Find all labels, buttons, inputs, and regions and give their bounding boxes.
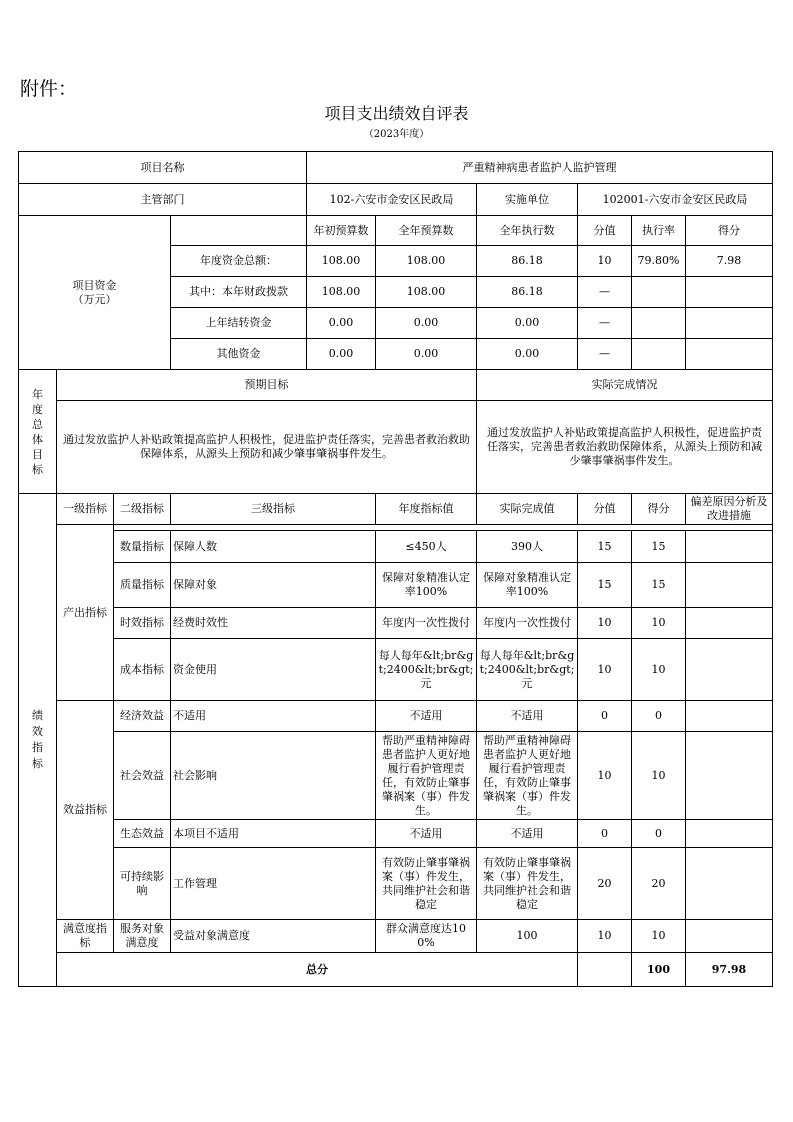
header-score: 得分 <box>632 494 686 525</box>
header-level3: 三级指标 <box>171 494 376 525</box>
unit-label: 实施单位 <box>477 184 578 216</box>
funds-row-score: 7.98 <box>686 246 773 277</box>
indicator-reason <box>686 608 773 639</box>
indicator-level2: 可持续影响 <box>114 848 171 920</box>
project-name-label: 项目名称 <box>19 152 307 184</box>
indicator-level3: 社会影响 <box>171 732 376 820</box>
dept-label: 主管部门 <box>19 184 307 216</box>
unit-value: 102001-六安市金安区民政局 <box>578 184 773 216</box>
indicator-level2: 社会效益 <box>114 732 171 820</box>
indicator-target: ≤450人 <box>376 531 477 563</box>
indicator-reason <box>686 531 773 563</box>
funds-header-exec: 全年执行数 <box>477 216 578 246</box>
expected-goal-label: 预期目标 <box>57 370 477 401</box>
indicator-level3: 工作管理 <box>171 848 376 920</box>
indicator-reason <box>686 848 773 920</box>
goals-label-text: 年度总体目标 <box>32 387 43 476</box>
funds-row-name: 上年结转资金 <box>171 308 307 339</box>
indicator-score: 0 <box>632 820 686 848</box>
indicator-reason <box>686 563 773 608</box>
indicator-row <box>19 732 773 820</box>
funds-row-exec: 0.00 <box>477 339 578 370</box>
funds-header-blank <box>171 216 307 246</box>
indicator-row <box>19 920 773 953</box>
indicator-target: 帮助严重精神障碍患者监护人更好地履行看护管理责任，有效防止肇事肇祸案（事）件发生。 <box>376 732 477 820</box>
funds-row-exec: 86.18 <box>477 246 578 277</box>
indicator-row <box>19 639 773 701</box>
indicator-level3: 受益对象满意度 <box>171 920 376 953</box>
indicator-score: 20 <box>632 848 686 920</box>
page-title: 项目支出绩效自评表 <box>324 104 469 123</box>
funds-row-score <box>686 277 773 308</box>
funds-label <box>19 216 171 370</box>
total-score-value: 100 <box>632 953 686 987</box>
goals-header-row <box>19 370 773 401</box>
funds-row-init: 0.00 <box>307 308 376 339</box>
indicator-level3: 保障人数 <box>171 531 376 563</box>
indicator-score-value: 0 <box>578 820 632 848</box>
indicators-section-label <box>19 494 57 987</box>
output-indicator-label: 产出指标 <box>57 525 114 701</box>
indicator-actual: 年度内一次性拨付 <box>477 608 578 639</box>
funds-row-score-value: — <box>578 277 632 308</box>
benefit-indicator-label: 效益指标 <box>57 701 114 920</box>
indicator-actual: 保障对象精准认定率100% <box>477 563 578 608</box>
indicator-reason <box>686 701 773 732</box>
actual-goal-label: 实际完成情况 <box>477 370 773 401</box>
indicator-row <box>19 563 773 608</box>
funds-header-init: 年初预算数 <box>307 216 376 246</box>
indicator-level3: 不适用 <box>171 701 376 732</box>
indicator-level3: 经费时效性 <box>171 608 376 639</box>
indicator-actual: 帮助严重精神障碍患者监护人更好地履行看护管理责任，有效防止肇事肇祸案（事）件发生。 <box>477 732 578 820</box>
project-name-row <box>19 152 773 184</box>
funds-row-name: 其中：本年财政拨款 <box>171 277 307 308</box>
indicator-target: 保障对象精准认定率100% <box>376 563 477 608</box>
indicator-score-value: 20 <box>578 848 632 920</box>
indicator-level3: 资金使用 <box>171 639 376 701</box>
header-reason: 偏差原因分析及改进措施 <box>686 494 773 525</box>
indicator-header-row <box>19 494 773 525</box>
funds-header-row <box>19 216 773 246</box>
indicator-score: 15 <box>632 531 686 563</box>
year-label: （2023年度） <box>363 129 430 140</box>
total-score: 97.98 <box>686 953 773 987</box>
indicator-score-value: 10 <box>578 732 632 820</box>
indicator-score: 10 <box>632 639 686 701</box>
indicator-reason <box>686 732 773 820</box>
dept-row <box>19 184 773 216</box>
indicator-reason <box>686 820 773 848</box>
expected-goal-text: 通过发放监护人补贴政策提高监护人积极性，促进监护责任落实，完善患者救治救助保障体系，从源头上预防和减少肇事肇祸事件发生。 <box>57 401 477 494</box>
funds-header-rate: 执行率 <box>632 216 686 246</box>
indicator-row <box>19 608 773 639</box>
indicator-actual: 100 <box>477 920 578 953</box>
funds-row-full: 108.00 <box>376 246 477 277</box>
header-level1: 一级指标 <box>57 494 114 525</box>
indicator-level3: 保障对象 <box>171 563 376 608</box>
header-score-value: 分值 <box>578 494 632 525</box>
funds-row-init: 108.00 <box>307 277 376 308</box>
dept-value: 102-六安市金安区民政局 <box>307 184 477 216</box>
funds-row-score <box>686 339 773 370</box>
indicator-level2: 质量指标 <box>114 563 171 608</box>
indicator-actual: 390人 <box>477 531 578 563</box>
actual-goal-text: 通过发放监护人补贴政策提高监护人积极性，促进监护责任落实，完善患者救治救助保障体系，从源头上预防和减少肇事肇祸事件发生。 <box>477 401 773 494</box>
indicator-row <box>19 820 773 848</box>
indicator-target: 每人每年&lt;br&gt;2400&lt;br&gt;元 <box>376 639 477 701</box>
funds-row-score <box>686 308 773 339</box>
funds-row-init: 108.00 <box>307 246 376 277</box>
indicator-actual: 不适用 <box>477 701 578 732</box>
indicator-target: 不适用 <box>376 701 477 732</box>
indicator-score-value: 10 <box>578 639 632 701</box>
funds-row-full: 0.00 <box>376 308 477 339</box>
funds-header-score-value: 分值 <box>578 216 632 246</box>
indicator-actual: 每人每年&lt;br&gt;2400&lt;br&gt;元 <box>477 639 578 701</box>
funds-row-name: 其他资金 <box>171 339 307 370</box>
funds-header-score: 得分 <box>686 216 773 246</box>
header-level2: 二级指标 <box>114 494 171 525</box>
indicator-target: 群众满意度达100% <box>376 920 477 953</box>
funds-header-full: 全年预算数 <box>376 216 477 246</box>
funds-row-rate <box>632 308 686 339</box>
indicator-score: 10 <box>632 920 686 953</box>
funds-row-score-value: — <box>578 339 632 370</box>
funds-row-score-value: — <box>578 308 632 339</box>
total-blank <box>578 953 632 987</box>
header-target: 年度指标值 <box>376 494 477 525</box>
funds-row-full: 108.00 <box>376 277 477 308</box>
indicator-score-value: 10 <box>578 608 632 639</box>
total-row <box>19 953 773 987</box>
indicator-level3: 本项目不适用 <box>171 820 376 848</box>
indicator-target: 年度内一次性拨付 <box>376 608 477 639</box>
attachment-label: 附件： <box>20 78 78 100</box>
indicator-row <box>19 531 773 563</box>
funds-row-exec: 0.00 <box>477 308 578 339</box>
funds-label-line2: （万元） <box>72 292 117 306</box>
funds-row-rate: 79.80% <box>632 246 686 277</box>
funds-row-rate <box>632 339 686 370</box>
funds-row-name: 年度资金总额： <box>171 246 307 277</box>
total-label: 总分 <box>57 953 578 987</box>
indicator-score-value: 10 <box>578 920 632 953</box>
indicator-score-value: 15 <box>578 531 632 563</box>
funds-label-line1: 项目资金 <box>72 278 117 292</box>
satisfaction-indicator-label: 满意度指标 <box>57 920 114 953</box>
indicator-level2: 经济效益 <box>114 701 171 732</box>
goals-label <box>19 370 57 494</box>
indicators-section-text: 绩效指标 <box>32 709 43 770</box>
indicator-score: 10 <box>632 732 686 820</box>
indicator-row <box>19 848 773 920</box>
indicator-level2: 数量指标 <box>114 531 171 563</box>
indicator-target: 不适用 <box>376 820 477 848</box>
indicator-reason <box>686 920 773 953</box>
indicator-reason <box>686 639 773 701</box>
indicator-target: 有效防止肇事肇祸案（事）件发生，共同维护社会和谐稳定 <box>376 848 477 920</box>
funds-row-rate <box>632 277 686 308</box>
funds-row-exec: 86.18 <box>477 277 578 308</box>
header-actual: 实际完成值 <box>477 494 578 525</box>
evaluation-table <box>18 151 773 987</box>
indicator-level2: 成本指标 <box>114 639 171 701</box>
funds-row-full: 0.00 <box>376 339 477 370</box>
indicator-score: 15 <box>632 563 686 608</box>
indicator-score-value: 0 <box>578 701 632 732</box>
project-name-value: 严重精神病患者监护人监护管理 <box>307 152 773 184</box>
indicator-actual: 有效防止肇事肇祸案（事）件发生，共同维护社会和谐稳定 <box>477 848 578 920</box>
goals-row <box>19 401 773 494</box>
indicator-score: 0 <box>632 701 686 732</box>
indicator-level2: 时效指标 <box>114 608 171 639</box>
indicator-score: 10 <box>632 608 686 639</box>
funds-row-score-value: 10 <box>578 246 632 277</box>
indicator-level2: 服务对象满意度 <box>114 920 171 953</box>
indicator-actual: 不适用 <box>477 820 578 848</box>
indicator-row <box>19 701 773 732</box>
funds-row-init: 0.00 <box>307 339 376 370</box>
indicator-level2: 生态效益 <box>114 820 171 848</box>
indicator-score-value: 15 <box>578 563 632 608</box>
